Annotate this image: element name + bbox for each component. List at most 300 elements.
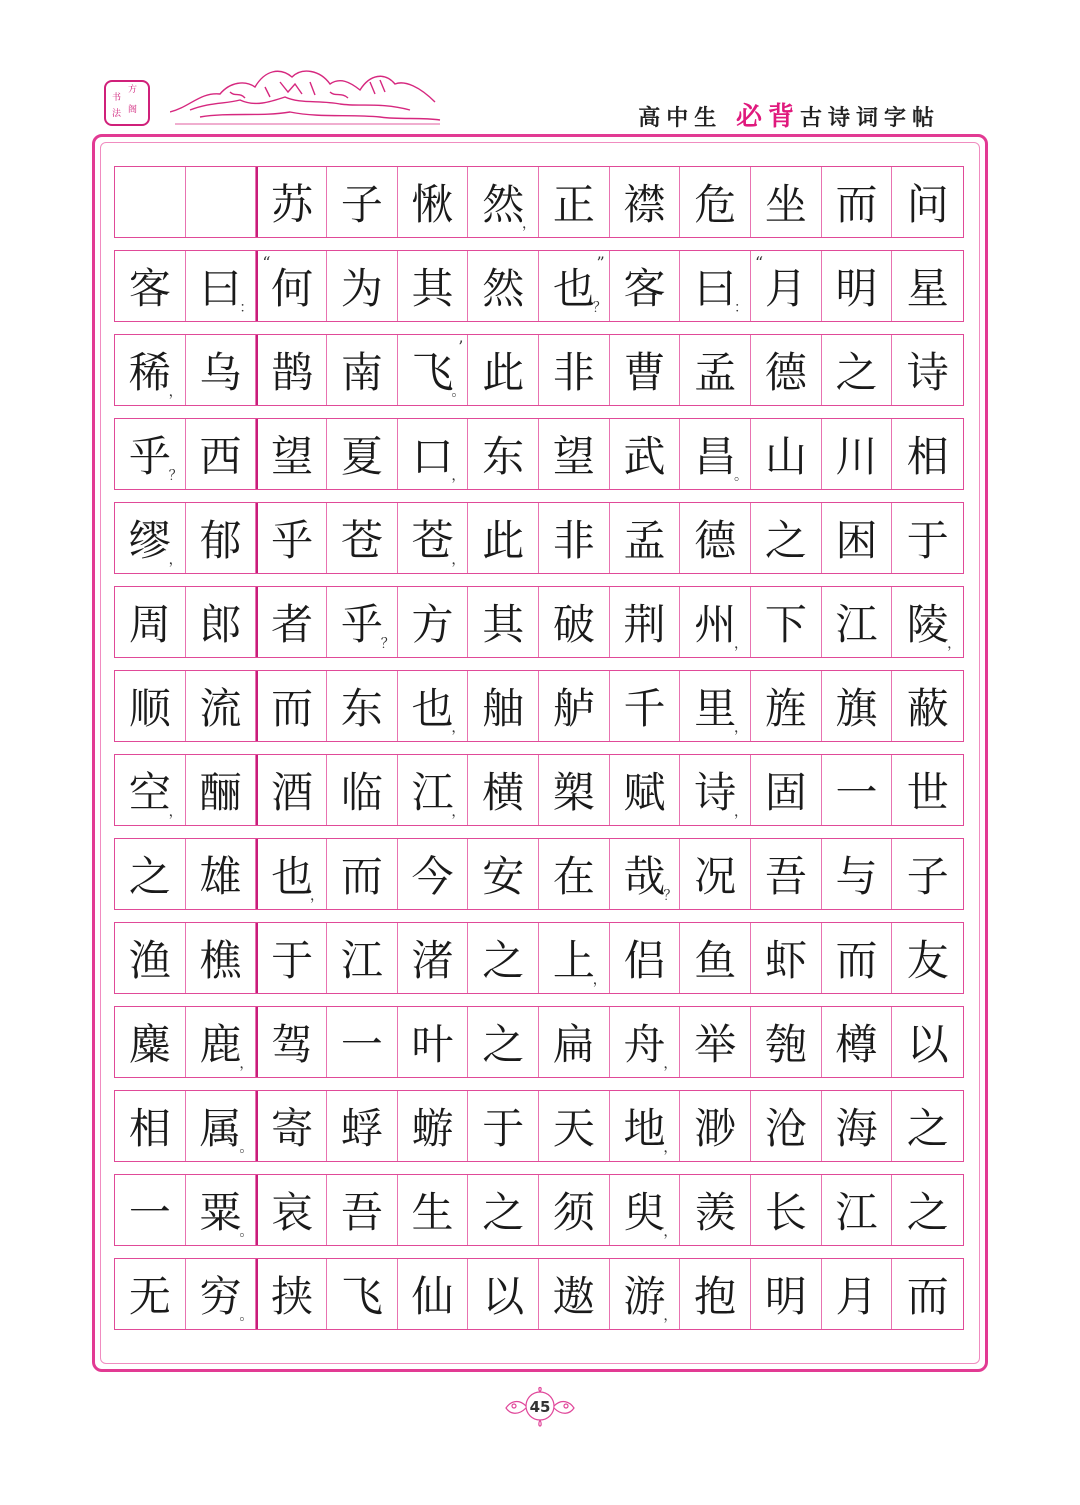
grid-cell (751, 587, 822, 657)
grid-cell (539, 251, 610, 321)
grid-cell (751, 755, 822, 825)
grid-cell (822, 1259, 893, 1329)
character: 明 (764, 1272, 807, 1321)
character: 南 (340, 348, 383, 397)
grid-cell (256, 1007, 327, 1077)
character: 旌 (764, 684, 807, 733)
character: 客 (128, 264, 171, 313)
character: 一 (835, 768, 878, 817)
grid-cell (751, 923, 822, 993)
page-number: 45 (529, 1398, 551, 1416)
punctuation-mark: ， (734, 636, 749, 652)
seal-char: 方 (128, 85, 138, 95)
character: 也 (411, 684, 454, 733)
grid-cell (610, 503, 681, 573)
seal-char: 法 (112, 109, 122, 119)
grid-cell (892, 671, 963, 741)
grid-cell (822, 503, 893, 573)
grid-cell (680, 1007, 751, 1077)
character: 而 (835, 936, 878, 985)
grid-cell (539, 1259, 610, 1329)
mountain-illustration (170, 62, 450, 132)
page-footer (500, 1384, 580, 1434)
grid-cell (186, 167, 257, 237)
character: 羡 (694, 1188, 737, 1237)
grid-row (114, 1174, 964, 1246)
grid-row (114, 1006, 964, 1078)
grid-cell (610, 587, 681, 657)
character: 鹿 (199, 1020, 242, 1069)
grid-row (114, 754, 964, 826)
grid-cell (539, 923, 610, 993)
punctuation-mark: 。 (239, 1308, 254, 1324)
character: 望 (552, 432, 595, 481)
character: 樽 (835, 1020, 878, 1069)
character: 月 (835, 1272, 878, 1321)
character: 鱼 (694, 936, 737, 985)
character: 川 (835, 432, 878, 481)
grid-cell (892, 503, 963, 573)
punctuation-mark: ， (451, 720, 466, 736)
character: 东 (482, 432, 525, 481)
grid-cell (468, 1091, 539, 1161)
grid-cell (398, 1259, 469, 1329)
character: 而 (340, 852, 383, 901)
character: 江 (411, 768, 454, 817)
punctuation-mark: ， (522, 216, 537, 232)
grid-cell (468, 251, 539, 321)
character: 穷 (199, 1272, 242, 1321)
character: 粟 (199, 1188, 242, 1237)
character: 西 (199, 432, 242, 481)
grid-cell (680, 503, 751, 573)
character: 诗 (694, 768, 737, 817)
grid-cell (327, 923, 398, 993)
character: 于 (906, 516, 949, 565)
character: 世 (906, 768, 949, 817)
character: 友 (906, 936, 949, 985)
character: 渺 (694, 1104, 737, 1153)
character: 荆 (623, 600, 666, 649)
grid-cell (822, 839, 893, 909)
grid-cell (751, 251, 822, 321)
grid-cell (398, 167, 469, 237)
punctuation-mark: ， (947, 636, 962, 652)
grid-cell (680, 755, 751, 825)
punctuation-mark: ， (734, 804, 749, 820)
character: 临 (340, 768, 383, 817)
character: 苍 (411, 516, 454, 565)
grid-cell (398, 503, 469, 573)
character: 破 (552, 600, 595, 649)
punctuation-mark: ， (592, 972, 607, 988)
grid-cell (468, 335, 539, 405)
character: 相 (906, 432, 949, 481)
character: 麋 (128, 1020, 171, 1069)
punctuation-mark: ？ (663, 888, 678, 904)
character: 空 (128, 768, 171, 817)
grid-cell (539, 335, 610, 405)
grid-cell (398, 251, 469, 321)
grid-cell (186, 671, 257, 741)
grid-cell (115, 923, 186, 993)
grid-cell (680, 1259, 751, 1329)
grid-cell (468, 1007, 539, 1077)
grid-cell (892, 251, 963, 321)
character: 抱 (694, 1272, 737, 1321)
grid-cell (892, 839, 963, 909)
grid-cell (610, 419, 681, 489)
character: 问 (906, 180, 949, 229)
grid-cell (751, 419, 822, 489)
character: 襟 (623, 180, 666, 229)
character: 乎 (340, 600, 383, 649)
open-quote-mark: “ (262, 253, 271, 272)
character: 飞 (411, 348, 454, 397)
punctuation-mark: ， (663, 1308, 678, 1324)
character: 舳 (482, 684, 525, 733)
punctuation-mark: ， (663, 1140, 678, 1156)
grid-row (114, 502, 964, 574)
character: 危 (694, 180, 737, 229)
character: 以 (906, 1020, 949, 1069)
grid-cell (327, 167, 398, 237)
calligraphy-grid (114, 166, 964, 1342)
character: 飞 (340, 1272, 383, 1321)
grid-cell (398, 839, 469, 909)
close-quote-mark: ’ (458, 337, 464, 356)
grid-cell (186, 755, 257, 825)
punctuation-mark: ， (663, 1056, 678, 1072)
grid-cell (822, 671, 893, 741)
grid-cell (539, 1007, 610, 1077)
grid-cell (610, 1091, 681, 1161)
character: 挟 (271, 1272, 314, 1321)
character: 坐 (764, 180, 807, 229)
punctuation-mark: 。 (734, 468, 749, 484)
character: 流 (199, 684, 242, 733)
grid-cell (892, 755, 963, 825)
character: 吾 (764, 852, 807, 901)
character: 曰 (694, 264, 737, 313)
character: 此 (482, 516, 525, 565)
punctuation-mark: 。 (451, 384, 466, 400)
grid-cell (892, 335, 963, 405)
character: 苍 (340, 516, 383, 565)
grid-row (114, 838, 964, 910)
grid-cell (892, 1259, 963, 1329)
grid-cell (115, 671, 186, 741)
character: 里 (694, 684, 737, 733)
character: 酒 (271, 768, 314, 817)
character: 驾 (271, 1020, 314, 1069)
grid-cell (892, 1091, 963, 1161)
character: 之 (835, 348, 878, 397)
character: 固 (764, 768, 807, 817)
character: 舟 (623, 1020, 666, 1069)
close-quote-mark: ” (596, 253, 605, 272)
punctuation-mark: ， (451, 552, 466, 568)
grid-cell (892, 923, 963, 993)
character: 与 (835, 852, 878, 901)
character: 也 (271, 852, 314, 901)
grid-cell (751, 1259, 822, 1329)
punctuation-mark: ？ (592, 300, 607, 316)
grid-cell (892, 1175, 963, 1245)
grid-cell (751, 839, 822, 909)
grid-cell (327, 335, 398, 405)
grid-cell (115, 503, 186, 573)
grid-cell (115, 587, 186, 657)
character: 之 (482, 1020, 525, 1069)
character: 吾 (340, 1188, 383, 1237)
punctuation-mark: ， (168, 384, 183, 400)
character: 之 (906, 1104, 949, 1153)
character: 昌 (694, 432, 737, 481)
character: 非 (552, 348, 595, 397)
grid-cell (186, 503, 257, 573)
title-accent: 必背 (735, 102, 800, 132)
character: 匏 (764, 1020, 807, 1069)
grid-cell (680, 1091, 751, 1161)
character: 此 (482, 348, 525, 397)
grid-cell (822, 251, 893, 321)
character: 哉 (623, 852, 666, 901)
character: 顺 (128, 684, 171, 733)
grid-cell (256, 1091, 327, 1161)
grid-cell (468, 503, 539, 573)
grid-cell (115, 1259, 186, 1329)
grid-cell (186, 839, 257, 909)
character: 山 (764, 432, 807, 481)
character: 于 (482, 1104, 525, 1153)
character: 州 (694, 600, 737, 649)
grid-cell (610, 1175, 681, 1245)
grid-cell (680, 923, 751, 993)
character: 千 (623, 684, 666, 733)
character: 愀 (411, 180, 454, 229)
grid-cell (610, 923, 681, 993)
character: 郁 (199, 516, 242, 565)
punctuation-mark: ： (734, 300, 749, 316)
grid-cell (327, 839, 398, 909)
character: 曰 (199, 264, 242, 313)
character: 旗 (835, 684, 878, 733)
grid-cell (115, 755, 186, 825)
character: 于 (271, 936, 314, 985)
grid-cell (822, 755, 893, 825)
grid-cell (327, 1259, 398, 1329)
grid-cell (327, 1091, 398, 1161)
character: 沧 (764, 1104, 807, 1153)
grid-cell (468, 839, 539, 909)
seal-char: 阁 (128, 105, 138, 115)
grid-cell (822, 923, 893, 993)
character: 一 (340, 1020, 383, 1069)
character: 叶 (411, 1020, 454, 1069)
grid-cell (186, 923, 257, 993)
grid-cell (751, 671, 822, 741)
grid-row (114, 586, 964, 658)
grid-cell (115, 167, 186, 237)
character: 周 (128, 600, 171, 649)
grid-cell (822, 419, 893, 489)
character: 星 (906, 264, 949, 313)
character: 今 (411, 852, 454, 901)
grid-row (114, 670, 964, 742)
character: 客 (623, 264, 666, 313)
grid-cell (468, 419, 539, 489)
punctuation-mark: ， (734, 720, 749, 736)
grid-row (114, 418, 964, 490)
grid-cell (327, 587, 398, 657)
grid-cell (680, 335, 751, 405)
grid-cell (398, 1007, 469, 1077)
grid-cell (468, 1259, 539, 1329)
character: 望 (271, 432, 314, 481)
grid-cell (822, 1007, 893, 1077)
character: 游 (623, 1272, 666, 1321)
punctuation-mark: ， (168, 552, 183, 568)
punctuation-mark: ， (310, 888, 325, 904)
grid-cell (610, 251, 681, 321)
grid-cell (892, 167, 963, 237)
character: 曹 (623, 348, 666, 397)
grid-cell (680, 839, 751, 909)
character: 蜉 (340, 1104, 383, 1153)
grid-cell (610, 1259, 681, 1329)
character: 须 (552, 1188, 595, 1237)
grid-cell (468, 755, 539, 825)
character: 安 (482, 852, 525, 901)
character: 属 (199, 1104, 242, 1153)
character: 酾 (199, 768, 242, 817)
character: 江 (835, 600, 878, 649)
grid-cell (186, 419, 257, 489)
grid-row (114, 1258, 964, 1330)
grid-row (114, 922, 964, 994)
character: 子 (340, 180, 383, 229)
grid-cell (398, 587, 469, 657)
grid-cell (539, 419, 610, 489)
character: 臾 (623, 1188, 666, 1237)
character: 乎 (271, 516, 314, 565)
punctuation-mark: ？ (380, 636, 395, 652)
grid-cell (256, 251, 327, 321)
character: 也 (552, 264, 595, 313)
grid-cell (327, 755, 398, 825)
grid-cell (751, 167, 822, 237)
character: 况 (694, 852, 737, 901)
character: 一 (128, 1188, 171, 1237)
grid-cell (327, 419, 398, 489)
character: 之 (482, 1188, 525, 1237)
grid-cell (610, 839, 681, 909)
character: 举 (694, 1020, 737, 1069)
character: 渔 (128, 936, 171, 985)
grid-cell (327, 671, 398, 741)
punctuation-mark: ， (663, 1224, 678, 1240)
grid-row (114, 334, 964, 406)
grid-cell (398, 923, 469, 993)
character: 而 (906, 1272, 949, 1321)
character: 为 (340, 264, 383, 313)
page-title (638, 96, 940, 133)
punctuation-mark: ， (168, 804, 183, 820)
character: 其 (482, 600, 525, 649)
character: 德 (764, 348, 807, 397)
grid-cell (115, 1175, 186, 1245)
grid-cell (256, 923, 327, 993)
grid-cell (256, 755, 327, 825)
grid-cell (892, 587, 963, 657)
character: 之 (906, 1188, 949, 1237)
grid-cell (680, 251, 751, 321)
character: 相 (128, 1104, 171, 1153)
character: 乌 (199, 348, 242, 397)
grid-cell (680, 167, 751, 237)
grid-row (114, 250, 964, 322)
open-quote-mark: “ (755, 253, 764, 272)
grid-cell (327, 1175, 398, 1245)
grid-cell (115, 335, 186, 405)
page-header (0, 0, 1080, 140)
grid-cell (822, 587, 893, 657)
grid-cell (398, 671, 469, 741)
grid-cell (256, 503, 327, 573)
character: 然 (482, 264, 525, 313)
grid-row (114, 166, 964, 238)
character: 诗 (906, 348, 949, 397)
character: 口 (411, 432, 454, 481)
punctuation-mark: ： (239, 300, 254, 316)
character: 而 (271, 684, 314, 733)
character: 遨 (552, 1272, 595, 1321)
character: 寄 (271, 1104, 314, 1153)
character: 方 (411, 600, 454, 649)
grid-cell (398, 419, 469, 489)
character: 明 (835, 264, 878, 313)
character: 夏 (340, 432, 383, 481)
character: 扁 (552, 1020, 595, 1069)
punctuation-mark: ， (451, 468, 466, 484)
character: 赋 (623, 768, 666, 817)
grid-cell (610, 671, 681, 741)
grid-cell (751, 1007, 822, 1077)
character: 海 (835, 1104, 878, 1153)
character: 下 (764, 600, 807, 649)
grid-cell (398, 1175, 469, 1245)
grid-cell (822, 335, 893, 405)
grid-cell (256, 335, 327, 405)
grid-cell (539, 1175, 610, 1245)
character: 德 (694, 516, 737, 565)
character: 天 (552, 1104, 595, 1153)
character: 蝣 (411, 1104, 454, 1153)
grid-cell (539, 671, 610, 741)
grid-cell (539, 167, 610, 237)
grid-cell (115, 251, 186, 321)
character: 月 (764, 264, 807, 313)
grid-cell (186, 251, 257, 321)
character: 苏 (271, 180, 314, 229)
character: 之 (128, 852, 171, 901)
character: 之 (482, 936, 525, 985)
grid-cell (680, 671, 751, 741)
character: 郎 (199, 600, 242, 649)
character: 江 (835, 1188, 878, 1237)
punctuation-mark: ？ (168, 468, 183, 484)
